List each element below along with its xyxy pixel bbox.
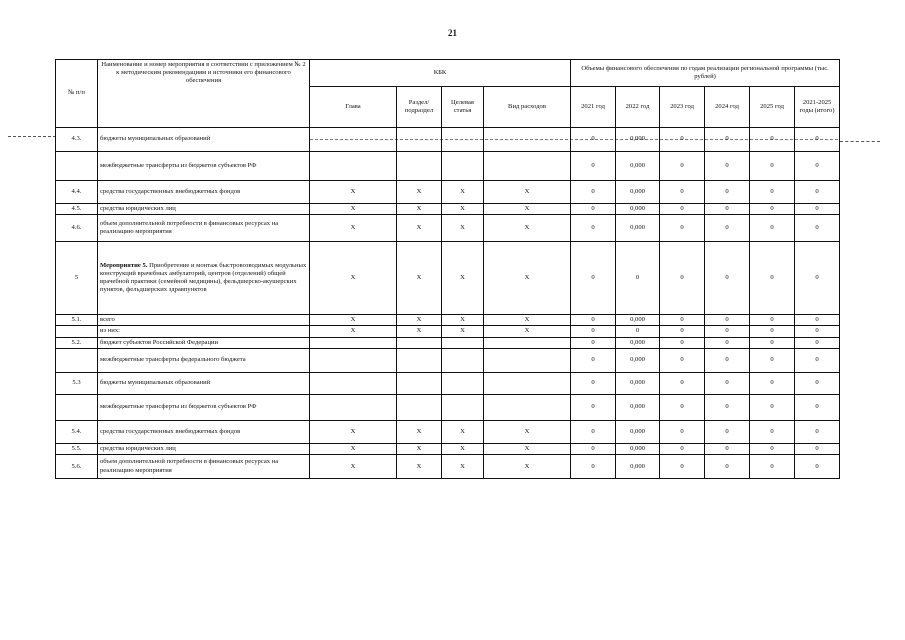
row-value-cell: 0 — [705, 242, 750, 315]
row-kbk-cell: X — [442, 420, 484, 443]
row-value-cell: 0 — [660, 315, 705, 326]
row-value-cell: 0 — [795, 443, 840, 454]
row-value-cell: 0,000 — [616, 152, 660, 181]
row-name: межбюджетные трансферты из бюджетов субъектов РФ — [98, 394, 310, 420]
row-value-cell: 0 — [750, 181, 795, 204]
row-kbk-cell: X — [484, 455, 571, 479]
table-row — [56, 181, 840, 204]
row-value-cell: 0 — [571, 348, 616, 372]
row-value-cell: 0,000 — [616, 348, 660, 372]
row-kbk-cell — [442, 372, 484, 394]
row-value-cell: 0,000 — [616, 455, 660, 479]
row-kbk-cell — [484, 152, 571, 181]
row-value-cell: 0 — [705, 181, 750, 204]
table-row — [56, 443, 840, 454]
row-value-cell: 0 — [750, 443, 795, 454]
header-year-total: 2021-2025 годы (итого) — [795, 87, 840, 128]
row-value-cell: 0 — [705, 204, 750, 215]
row-kbk-cell: X — [484, 443, 571, 454]
row-value-cell: 0 — [750, 455, 795, 479]
row-kbk-cell — [310, 337, 397, 348]
row-value-cell: 0 — [571, 204, 616, 215]
row-value-cell: 0 — [750, 204, 795, 215]
row-value-cell: 0,000 — [616, 394, 660, 420]
row-num — [56, 394, 98, 420]
row-value-cell: 0,000 — [616, 128, 660, 152]
row-kbk-cell: X — [484, 181, 571, 204]
row-value-cell: 0 — [750, 326, 795, 337]
row-kbk-cell — [442, 337, 484, 348]
row-kbk-cell: X — [310, 443, 397, 454]
header-glava: Глава — [310, 87, 397, 128]
row-kbk-cell — [397, 394, 442, 420]
row-kbk-cell: X — [484, 204, 571, 215]
row-value-cell: 0 — [571, 420, 616, 443]
row-value-cell: 0 — [571, 455, 616, 479]
row-value-cell: 0 — [571, 326, 616, 337]
row-kbk-cell — [397, 348, 442, 372]
row-num: 5.4. — [56, 420, 98, 443]
row-value-cell: 0 — [705, 420, 750, 443]
row-value-cell: 0 — [705, 372, 750, 394]
row-kbk-cell — [442, 152, 484, 181]
row-value-cell: 0 — [750, 215, 795, 242]
row-value-cell: 0 — [571, 152, 616, 181]
row-value-cell: 0,000 — [616, 443, 660, 454]
row-value-cell: 0 — [660, 443, 705, 454]
row-value-cell: 0 — [571, 337, 616, 348]
row-value-cell: 0 — [660, 326, 705, 337]
row-num: 4.6. — [56, 215, 98, 242]
table-row — [56, 204, 840, 215]
row-num — [56, 326, 98, 337]
header-razdel: Раздел/ подраздел — [397, 87, 442, 128]
row-kbk-cell: X — [442, 215, 484, 242]
header-statya: Целевая статья — [442, 87, 484, 128]
row-kbk-cell — [397, 128, 442, 152]
row-num: 5.1. — [56, 315, 98, 326]
header-name: Наименование и номер мероприятия в соответствии с приложением № 2 к методическим рекомендациям и источники его финансового обеспечения — [98, 60, 310, 128]
row-value-cell: 0 — [660, 348, 705, 372]
row-name: средства юридических лиц — [98, 443, 310, 454]
row-value-cell: 0 — [705, 152, 750, 181]
row-kbk-cell — [484, 128, 571, 152]
row-value-cell: 0 — [660, 152, 705, 181]
row-name-text: Приобретение и монтаж быстровозводимых модульных конструкций врачебных амбулаторий, центров (отделений) общей врачебной практики (семейной медицины), фельдшерско-акушерских пунктов, фельдшерских здравпунктов — [100, 261, 307, 294]
row-name — [98, 242, 310, 315]
row-name: средства юридических лиц — [98, 204, 310, 215]
table-row — [56, 152, 840, 181]
row-value-cell: 0,000 — [616, 215, 660, 242]
row-kbk-cell — [484, 348, 571, 372]
row-value-cell: 0 — [750, 315, 795, 326]
row-kbk-cell: X — [397, 204, 442, 215]
row-kbk-cell — [310, 348, 397, 372]
row-kbk-cell: X — [310, 326, 397, 337]
header-year: 2024 год — [705, 87, 750, 128]
row-kbk-cell: X — [442, 455, 484, 479]
header-kbk: КБК — [310, 60, 571, 87]
row-kbk-cell: X — [484, 420, 571, 443]
row-value-cell: 0 — [660, 394, 705, 420]
row-num: 4.4. — [56, 181, 98, 204]
row-value-cell: 0 — [705, 455, 750, 479]
header-year: 2025 год — [750, 87, 795, 128]
row-value-cell: 0 — [660, 420, 705, 443]
row-value-cell: 0,000 — [616, 315, 660, 326]
row-value-cell: 0 — [750, 394, 795, 420]
row-kbk-cell: X — [310, 315, 397, 326]
row-value-cell: 0 — [795, 455, 840, 479]
row-num: 5.5. — [56, 443, 98, 454]
header-num: № п/п — [56, 60, 98, 128]
row-value-cell: 0 — [571, 394, 616, 420]
row-value-cell: 0 — [795, 204, 840, 215]
row-num: 5 — [56, 242, 98, 315]
row-value-cell: 0 — [795, 372, 840, 394]
row-value-cell: 0 — [750, 152, 795, 181]
row-kbk-cell — [442, 394, 484, 420]
row-value-cell: 0,000 — [616, 372, 660, 394]
row-kbk-cell — [484, 394, 571, 420]
row-kbk-cell: X — [310, 420, 397, 443]
row-kbk-cell: X — [442, 315, 484, 326]
row-value-cell: 0,000 — [616, 181, 660, 204]
row-kbk-cell — [397, 152, 442, 181]
row-value-cell: 0 — [660, 204, 705, 215]
row-kbk-cell — [397, 372, 442, 394]
row-num — [56, 152, 98, 181]
row-value-cell: 0 — [705, 215, 750, 242]
row-value-cell: 0,000 — [616, 337, 660, 348]
table-row — [56, 215, 840, 242]
table-row — [56, 315, 840, 326]
row-kbk-cell — [442, 348, 484, 372]
row-kbk-cell: X — [484, 326, 571, 337]
header-year: 2021 год — [571, 87, 616, 128]
row-kbk-cell: X — [397, 326, 442, 337]
row-kbk-cell: X — [442, 242, 484, 315]
row-kbk-cell: X — [442, 204, 484, 215]
row-num: 4.5. — [56, 204, 98, 215]
row-value-cell: 0 — [660, 455, 705, 479]
row-num — [56, 348, 98, 372]
row-value-cell: 0 — [616, 242, 660, 315]
table-row — [56, 348, 840, 372]
table-row — [56, 337, 840, 348]
table-row — [56, 128, 840, 152]
row-value-cell: 0 — [705, 128, 750, 152]
page-number: 21 — [448, 28, 457, 38]
table-row — [56, 242, 840, 315]
row-value-cell: 0 — [795, 337, 840, 348]
row-value-cell: 0 — [795, 128, 840, 152]
row-value-cell: 0 — [750, 337, 795, 348]
row-kbk-cell: X — [397, 443, 442, 454]
row-num: 5.2. — [56, 337, 98, 348]
row-name: объем дополнительной потребности в финансовых ресурсах на реализацию мероприятия — [98, 215, 310, 242]
row-kbk-cell: X — [484, 215, 571, 242]
row-value-cell: 0,000 — [616, 204, 660, 215]
row-kbk-cell — [484, 337, 571, 348]
financing-table — [55, 59, 840, 479]
row-kbk-cell: X — [310, 215, 397, 242]
row-value-cell: 0 — [705, 315, 750, 326]
scan-artifact-line — [8, 136, 56, 137]
row-value-cell: 0 — [705, 348, 750, 372]
row-num: 4.3. — [56, 128, 98, 152]
row-value-cell: 0 — [705, 394, 750, 420]
table-row — [56, 394, 840, 420]
row-value-cell: 0 — [750, 372, 795, 394]
row-kbk-cell: X — [397, 215, 442, 242]
row-name: бюджеты муниципальных образований — [98, 128, 310, 152]
row-kbk-cell — [310, 372, 397, 394]
row-value-cell: 0 — [795, 326, 840, 337]
row-name: бюджет субъектов Российской Федерации — [98, 337, 310, 348]
row-kbk-cell: X — [442, 443, 484, 454]
table-row — [56, 326, 840, 337]
row-name: средства государственных внебюджетных фондов — [98, 420, 310, 443]
row-value-cell: 0 — [705, 326, 750, 337]
row-value-cell: 0 — [750, 242, 795, 315]
row-name: бюджеты муниципальных образований — [98, 372, 310, 394]
header-year: 2022 год — [616, 87, 660, 128]
row-kbk-cell: X — [484, 242, 571, 315]
row-value-cell: 0 — [795, 420, 840, 443]
row-value-cell: 0 — [795, 152, 840, 181]
row-value-cell: 0 — [795, 242, 840, 315]
row-kbk-cell — [310, 152, 397, 181]
row-value-cell: 0 — [571, 315, 616, 326]
row-value-cell: 0 — [795, 394, 840, 420]
table-row — [56, 455, 840, 479]
row-value-cell: 0,000 — [616, 420, 660, 443]
row-kbk-cell: X — [442, 181, 484, 204]
scan-artifact-line — [840, 141, 880, 142]
row-value-cell: 0 — [571, 443, 616, 454]
row-value-cell: 0 — [705, 443, 750, 454]
header-vid: Вид расходов — [484, 87, 571, 128]
row-value-cell: 0 — [705, 337, 750, 348]
header-volumes: Объемы финансового обеспечения по годам реализации региональной программы (тыс. рублей) — [571, 60, 840, 87]
row-value-cell: 0 — [571, 215, 616, 242]
row-kbk-cell — [310, 128, 397, 152]
row-name: объем дополнительной потребности в финансовых ресурсах на реализацию мероприятия — [98, 455, 310, 479]
row-name-bold: Мероприятие 5. — [100, 261, 148, 269]
row-name: межбюджетные трансферты из бюджетов субъектов РФ — [98, 152, 310, 181]
row-name: из них: — [98, 326, 310, 337]
row-value-cell: 0 — [660, 215, 705, 242]
row-kbk-cell: X — [397, 242, 442, 315]
row-kbk-cell: X — [442, 326, 484, 337]
row-value-cell: 0 — [660, 337, 705, 348]
table-row — [56, 420, 840, 443]
row-kbk-cell — [397, 337, 442, 348]
row-value-cell: 0 — [660, 128, 705, 152]
row-kbk-cell: X — [310, 242, 397, 315]
row-value-cell: 0 — [795, 348, 840, 372]
row-kbk-cell — [484, 372, 571, 394]
row-value-cell: 0 — [571, 128, 616, 152]
row-value-cell: 0 — [660, 181, 705, 204]
row-value-cell: 0 — [660, 372, 705, 394]
row-kbk-cell: X — [397, 315, 442, 326]
row-num: 5.6. — [56, 455, 98, 479]
row-name: средства государственных внебюджетных фондов — [98, 181, 310, 204]
row-kbk-cell — [442, 128, 484, 152]
row-value-cell: 0 — [660, 242, 705, 315]
row-kbk-cell: X — [397, 181, 442, 204]
row-kbk-cell: X — [397, 455, 442, 479]
row-kbk-cell: X — [310, 181, 397, 204]
row-name: межбюджетные трансферты федерального бюджета — [98, 348, 310, 372]
row-kbk-cell — [310, 394, 397, 420]
row-value-cell: 0 — [795, 315, 840, 326]
row-value-cell: 0 — [571, 242, 616, 315]
row-value-cell: 0 — [795, 215, 840, 242]
row-value-cell: 0 — [750, 420, 795, 443]
table-row — [56, 372, 840, 394]
row-kbk-cell: X — [310, 204, 397, 215]
row-value-cell: 0 — [750, 128, 795, 152]
row-value-cell: 0 — [750, 348, 795, 372]
row-name: всего — [98, 315, 310, 326]
row-num: 5.3 — [56, 372, 98, 394]
row-kbk-cell: X — [310, 455, 397, 479]
row-kbk-cell: X — [484, 315, 571, 326]
row-value-cell: 0 — [571, 181, 616, 204]
row-value-cell: 0 — [616, 326, 660, 337]
row-value-cell: 0 — [795, 181, 840, 204]
row-kbk-cell: X — [397, 420, 442, 443]
header-year: 2023 год — [660, 87, 705, 128]
row-value-cell: 0 — [571, 372, 616, 394]
